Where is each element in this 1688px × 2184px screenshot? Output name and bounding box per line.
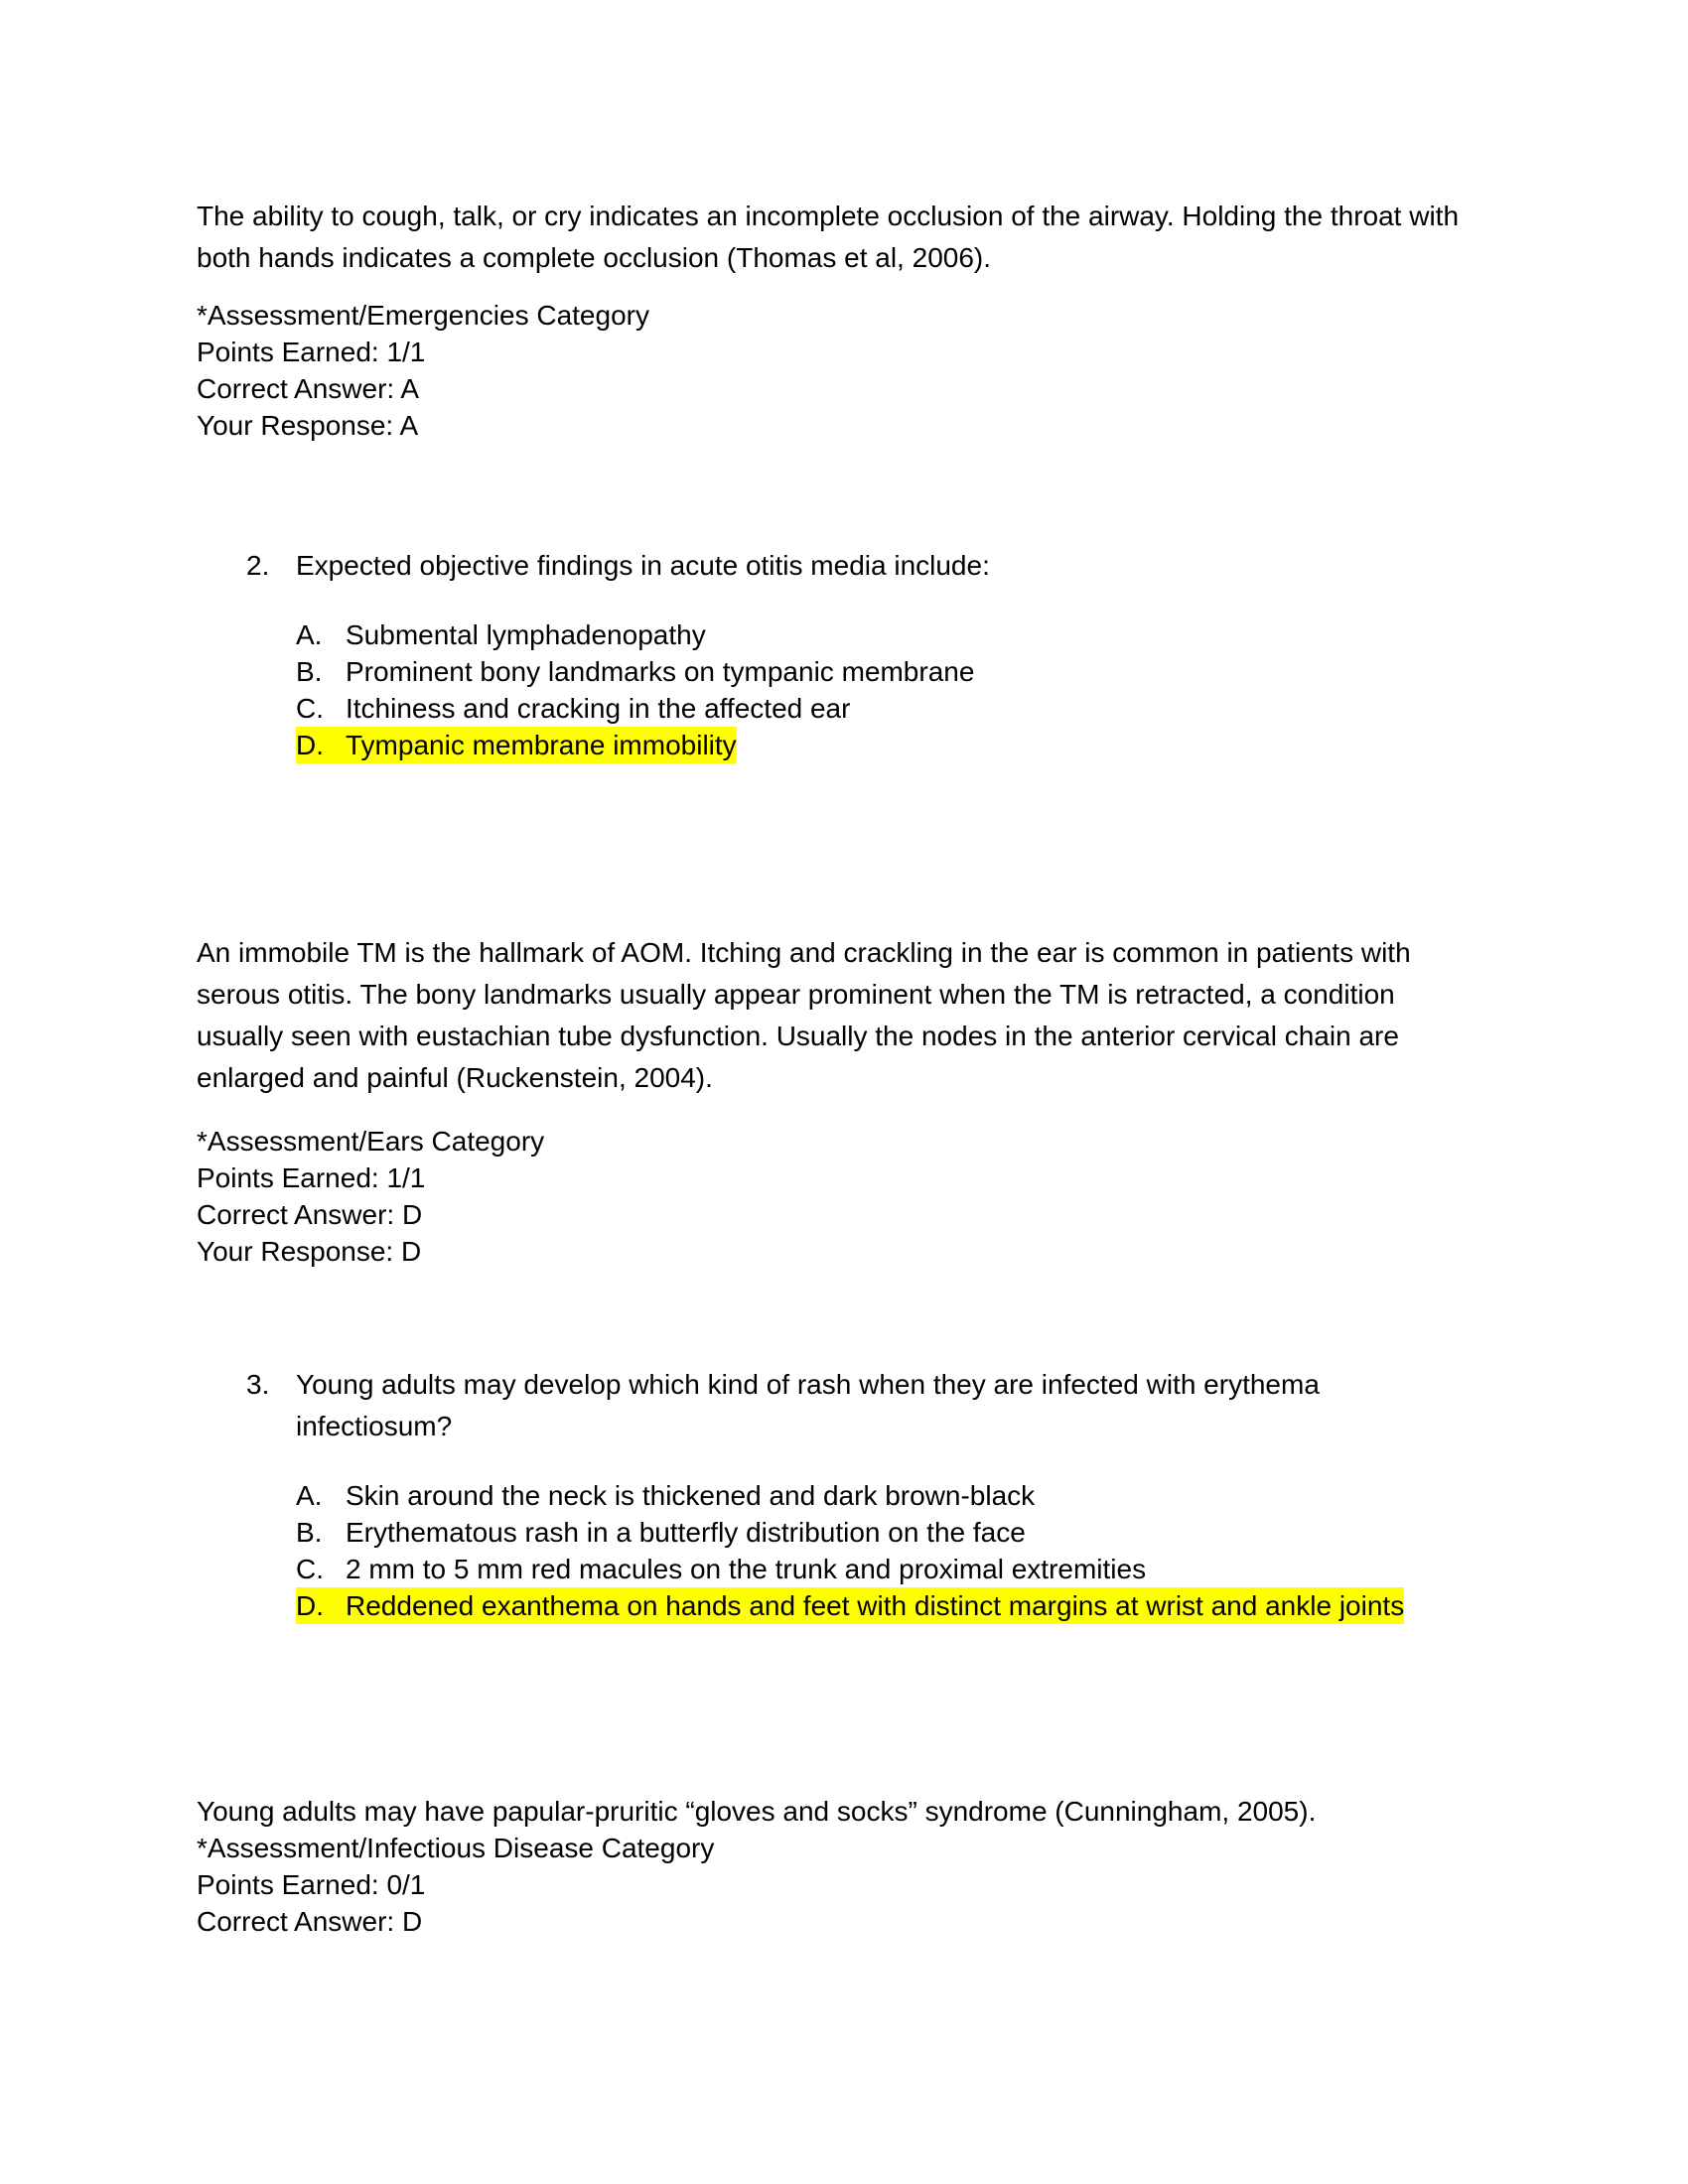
option-text: Submental lymphadenopathy	[346, 619, 706, 650]
q1-meta-block	[197, 297, 1487, 444]
q1-correct-answer: Correct Answer: A	[197, 373, 420, 404]
option-text: Erythematous rash in a butterfly distribution on the face	[346, 1517, 1026, 1548]
q2-options	[296, 616, 1487, 763]
q2-question	[246, 545, 1438, 587]
q3-option-c	[296, 1551, 1487, 1587]
q2-correct-answer: Correct Answer: D	[197, 1199, 423, 1230]
q2-option-b	[296, 653, 1487, 690]
option-letter: C.	[296, 1554, 324, 1584]
option-text: Reddened exanthema on hands and feet with distinct margins at wrist and ankle joints	[346, 1590, 1405, 1621]
q2-text: Expected objective findings in acute otitis media include:	[296, 550, 990, 581]
option-text: Prominent bony landmarks on tympanic membrane	[346, 656, 975, 687]
option-letter: B.	[296, 656, 323, 687]
q3-option-d-highlighted	[296, 1587, 1487, 1624]
option-letter: A.	[296, 1480, 323, 1511]
q3-points: Points Earned: 0/1	[197, 1869, 426, 1900]
q3-number: 3.	[246, 1369, 270, 1400]
q2-explanation-text: An immobile TM is the hallmark of AOM. Itching and crackling in the ear is common in patients with serous otitis. The bony landmarks usually appear prominent when the TM is retracted, a condition usually seen with eustachian tube dysfunction. Usually the nodes in the anterior cervical chain are enlarged and painful (Ruckenstein, 2004).	[197, 937, 1411, 1093]
q1-explanation-block	[197, 196, 1487, 279]
option-letter: B.	[296, 1517, 323, 1548]
q3-question	[246, 1364, 1438, 1447]
q3-option-a	[296, 1477, 1487, 1514]
q1-points: Points Earned: 1/1	[197, 337, 426, 367]
option-letter: C.	[296, 693, 324, 724]
q3-category: *Assessment/Infectious Disease Category	[197, 1833, 715, 1863]
q1-category: *Assessment/Emergencies Category	[197, 300, 649, 331]
option-letter: A.	[296, 619, 323, 650]
q1-explanation-text: The ability to cough, talk, or cry indicates an incomplete occlusion of the airway. Holding the throat with both hands indicates a complete occlusion (Thomas et al, 2006).	[197, 201, 1460, 273]
q2-explanation-block	[197, 932, 1487, 1099]
q1-your-response: Your Response: A	[197, 410, 419, 441]
q2-meta-block	[197, 1123, 1487, 1270]
q2-number: 2.	[246, 550, 270, 581]
option-letter: D.	[296, 730, 324, 760]
q2-option-a	[296, 616, 1487, 653]
q3-option-b	[296, 1514, 1487, 1551]
q3-text: Young adults may develop which kind of rash when they are infected with erythema infectiosum?	[296, 1369, 1320, 1441]
q2-option-c	[296, 690, 1487, 727]
option-text: Tympanic membrane immobility	[346, 730, 737, 760]
q2-option-d-highlighted	[296, 727, 1487, 763]
option-text: Itchiness and cracking in the affected ear	[346, 693, 851, 724]
q2-your-response: Your Response: D	[197, 1236, 422, 1267]
q2-category: *Assessment/Ears Category	[197, 1126, 545, 1157]
q3-explanation-text: Young adults may have papular-pruritic “gloves and socks” syndrome (Cunningham, 2005).	[197, 1796, 1317, 1827]
q3-meta-block	[197, 1793, 1487, 1940]
option-text: Skin around the neck is thickened and dark brown-black	[346, 1480, 1036, 1511]
option-letter: D.	[296, 1590, 324, 1621]
q3-options	[296, 1477, 1487, 1624]
option-text: 2 mm to 5 mm red macules on the trunk and proximal extremities	[346, 1554, 1147, 1584]
q2-points: Points Earned: 1/1	[197, 1162, 426, 1193]
q3-correct-answer: Correct Answer: D	[197, 1906, 423, 1937]
